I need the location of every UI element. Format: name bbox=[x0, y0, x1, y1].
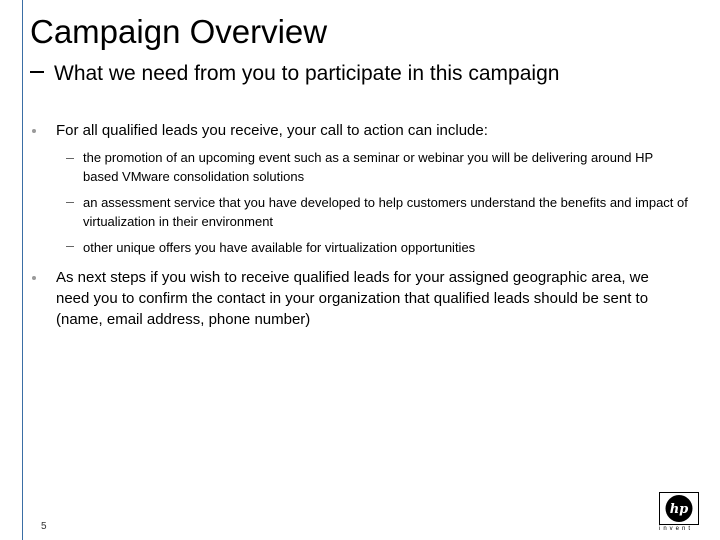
sub-bullet-2: an assessment service that you have developed to help customers understand the benefits and impact of virtualization in their environment bbox=[83, 195, 688, 229]
bullet-dot bbox=[32, 276, 36, 280]
bullet-dot bbox=[32, 129, 36, 133]
sub-bullet-dash bbox=[66, 202, 74, 203]
sub-bullet-dash bbox=[66, 246, 74, 247]
bullet-2-text: As next steps if you wish to receive qualified leads for your assigned geographic area, we need you to confirm the contact in your organization that qualified leads should be sent to (name, email address, phone number) bbox=[56, 269, 649, 328]
slide-title: Campaign Overview bbox=[30, 13, 328, 50]
left-accent-rule bbox=[22, 0, 23, 540]
sub-bullet-3: other unique offers you have available for virtualization opportunities bbox=[83, 240, 476, 255]
hp-tagline: invent bbox=[659, 526, 694, 532]
sub-bullet-dash bbox=[66, 158, 74, 159]
subtitle-text: What we need from you to participate in this campaign bbox=[54, 62, 560, 85]
hp-logo-mark: hp bbox=[669, 502, 689, 517]
subtitle-dash bbox=[30, 71, 44, 73]
slide-subtitle bbox=[30, 60, 559, 88]
page-number: 5 bbox=[41, 521, 47, 532]
sub-bullet-1: the promotion of an upcoming event such as a seminar or webinar you will be delivering around HP based VMware consolidation solutions bbox=[83, 150, 653, 184]
bullet-1-text: For all qualified leads you receive, your call to action can include: bbox=[56, 122, 488, 139]
